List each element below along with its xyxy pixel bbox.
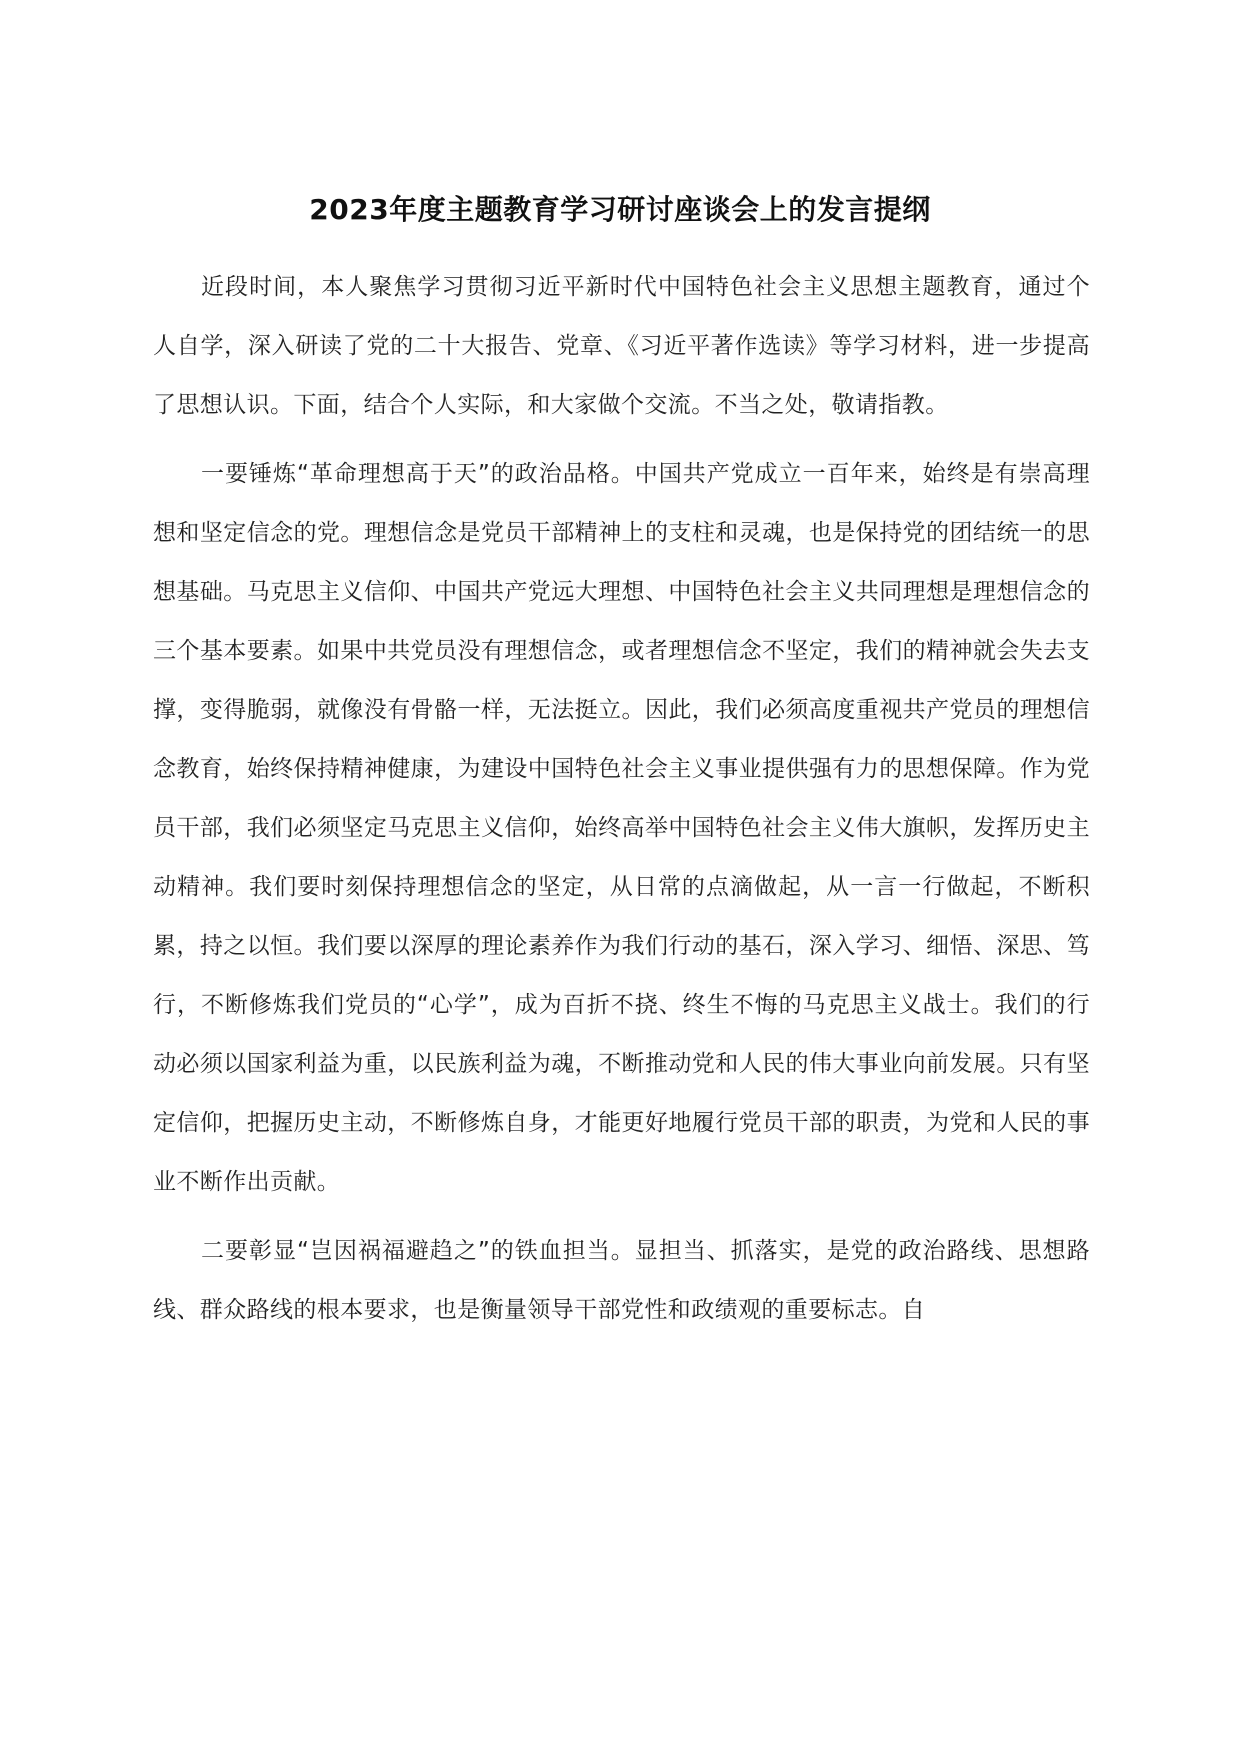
paragraph-point-two: 二要彰显“岂因祸福避趋之”的铁血担当。显担当、抓落实，是党的政治路线、思想路线、群众路线的根本要求，也是衡量领导干部党性和政绩观的重要标志。自 [153, 1238, 1090, 1323]
paragraph-point-one: 一要锤炼“革命理想高于天”的政治品格。中国共产党成立一百年来，始终是有崇高理想和坚定信念的党。理想信念是党员干部精神上的支柱和灵魂，也是保持党的团结统一的思想基础。马克思主义信仰、中国共产党远大理想、中国特色社会主义共同理想是理想信念的三个基本要素。如果中共党员没有理想信念，或者理想信念不坚定，我们的精神就会失去支撑，变得脆弱，就像没有骨骼一样，无法挺立。因此，我们必须高度重视共产党员的理想信念教育，始终保持精神健康，为建设中国特色社会主义事业提供强有力的思想保障。作为党员干部，我们必须坚定马克思主义信仰，始终高举中国特色社会主义伟大旗帜，发挥历史主动精神。我们要时刻保持理想信念的坚定，从日常的点滴做起，从一言一行做起，不断积累，持之以恒。我们要以深厚的理论素养作为我们行动的基石，深入学习、细悟、深思、笃行，不断修炼我们党员的“心学”，成为百折不挠、终生不悔的马克思主义战士。我们的行动必须以国家利益为重，以民族利益为魂，不断推动党和人民的伟大事业向前发展。只有坚定信仰，把握历史主动，不断修炼自身，才能更好地履行党员干部的职责，为党和人民的事业不断作出贡献。 [153, 461, 1090, 1195]
document-title: 2023年度主题教育学习研讨座谈会上的发言提纲 [309, 193, 931, 226]
document-body [153, 258, 1090, 1350]
paragraph-intro: 近段时间，本人聚焦学习贯彻习近平新时代中国特色社会主义思想主题教育，通过个人自学，深入研读了党的二十大报告、党章、《习近平著作选读》等学习材料，进一步提高了思想认识。下面，结合个人实际，和大家做个交流。不当之处，敬请指教。 [153, 274, 1090, 418]
